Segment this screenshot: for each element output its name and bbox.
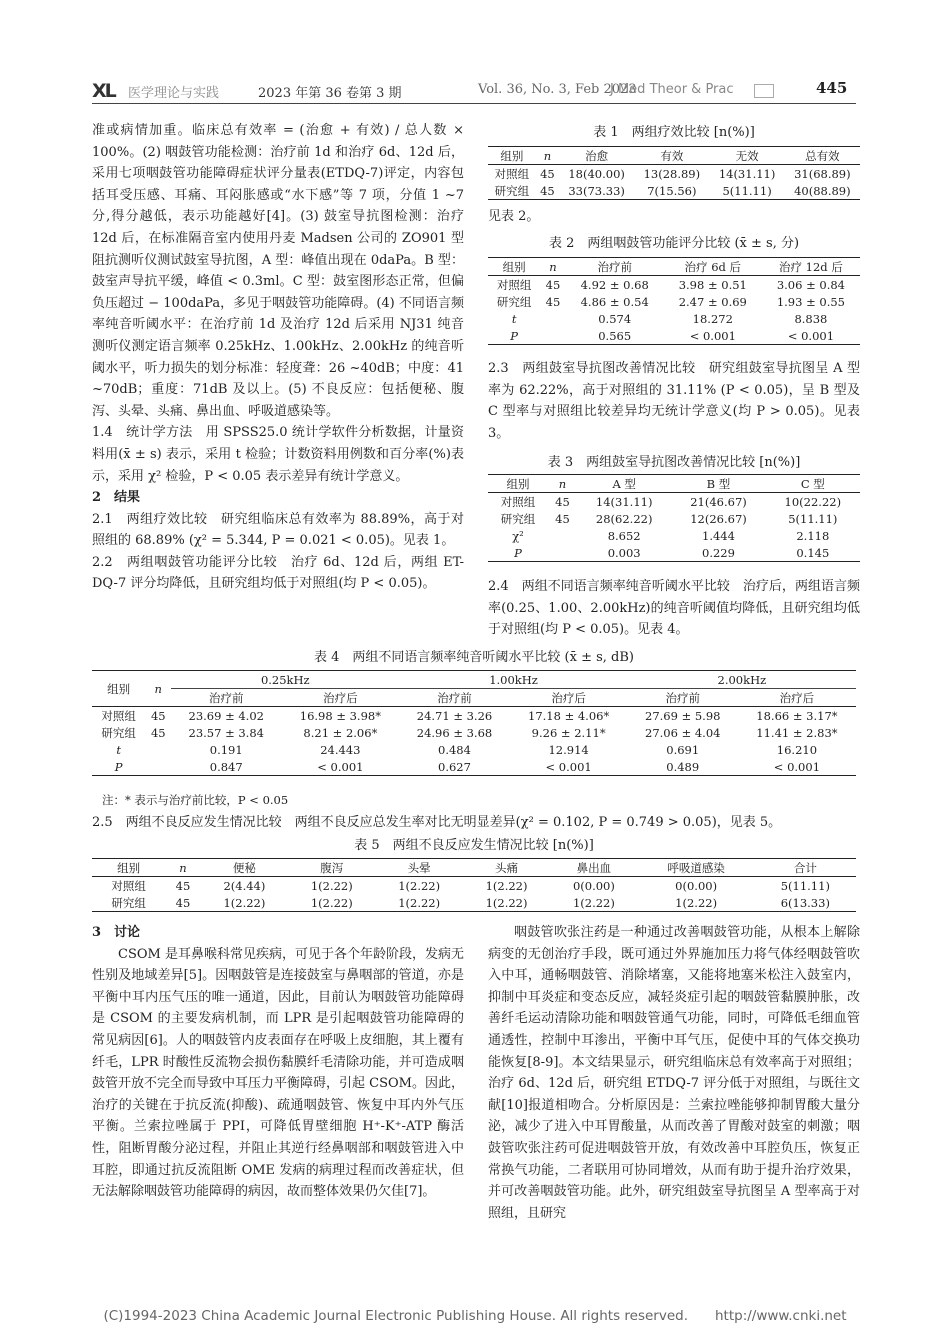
table4-cell: 17.18 ± 4.06* [528,708,610,723]
table2-cell: 对照组 [496,277,532,292]
table4-sub-cell: 治疗后 [281,689,399,707]
table3-header-cell: 组别 [488,475,548,493]
table2-caption: 表 2 两组咽鼓管功能评分比较 (x̄ ± s, 分) [548,236,800,251]
table4-cell: t [116,742,121,757]
table4-cell: 研究组 [101,725,136,740]
table4-row [92,724,856,741]
section-2-2: 2.2 两组咽鼓管功能评分比较 治疗 6d、12d 后，两组 ET-DQ-7 评分均降低，且研究组均低于对照组(均 P < 0.05)。 [92,554,464,592]
table1-cell: 33(73.33) [559,182,634,200]
discussion-title: 3 讨论 [92,925,141,940]
table4-head [92,671,856,707]
table4-cell: 0.847 [171,758,281,776]
table2-cell: t [511,311,517,326]
table3-cell: χ² [512,528,524,543]
table5-cell: 6(13.33) [755,894,856,912]
table2-cell: 1.93 ± 0.55 [776,294,845,309]
table3-cell: 5(11.11) [788,511,838,526]
table2-header-cell: 组别 [488,258,540,276]
table5-cell: 45 [165,894,200,912]
table5-cell: 1(2.22) [375,894,462,912]
table2 [488,257,860,345]
discussion-right: 咽鼓管吹张注药是一种通过改善咽鼓管功能，从根本上解除病变的无创治疗手段，既可通过外界施加压力将气体经咽鼓管吹入中耳，通畅咽鼓管、消除堵塞，又能将地塞米松注入鼓室内，抑制中耳炎症和变态反应，减轻炎症引起的咽鼓管黏膜肿胀，改善纤毛运动清除功能和咽鼓管通气功能，同时，可降低毛细血管通透性，控制中耳渗出，平衡中耳气压，促使中耳的气体交换功能恢复[8-9]。本文结果显示，研究组临床总有效率高于对照组；治疗 6d、12d 后，研究组 ETDQ-7 评分低于对照组，与既往文献[10]报道相吻合。分析原因是：兰索拉唑能够抑制胃酸大量分泌，减少了进入中耳胃酸量，从而改善了胃酸对鼓室的刺激；咽鼓管吹张注药可促进咽鼓管开放，有效改善中耳腔负压，恢复正常换气功能，二者联用可协同增效，从而有助于提升治疗效果，并可改善咽鼓管功能。此外，研究组鼓室导抗图呈 A 型率高于对照组，且研究 [488,925,860,1221]
table4-cell: P [92,758,145,776]
table3-caption: 表 3 两组鼓室导抗图改善情况比较 [n(%)] [547,455,801,470]
table1-cell: 研究组 [488,182,536,200]
table3-cell: 28(62.22) [595,511,653,526]
table2-header-cell: 治疗 12d 后 [762,258,860,276]
table3-head [488,475,860,493]
table3-cell: 1.444 [702,528,735,543]
table2-cell: < 0.001 [664,327,762,345]
table4-cell [145,758,171,776]
table5-header-cell: 便秘 [201,859,288,877]
table2-body [488,276,860,345]
table3-cell: P [488,544,548,562]
table2-cell: 3.98 ± 0.51 [678,277,747,292]
table3-cell: 0.229 [671,544,765,562]
table3-cell: 14(31.11) [595,494,653,509]
table3-cell: 研究组 [500,511,536,526]
table5-cell: 对照组 [111,878,146,893]
table2-head [488,258,860,276]
table4-header-cell: 组别 [92,671,145,707]
table4-body [92,707,856,776]
table4-sub-cell: 治疗前 [399,689,509,707]
table5-header-row [92,859,856,877]
table3-cell: 12(26.67) [690,511,747,526]
table5-cell: 1(2.22) [463,894,550,912]
methods-paragraph: 准或病情加重。临床总有效率 = (治愈 + 有效) / 总人数 × 100%。(2) 咽鼓管功能检测：治疗前 1d 和治疗 6d、12d 后，采用七项咽鼓管功能障碍症状评分量表(ETDQ-7)评定，内容包括耳受压感、耳痛、耳闷胀感或“水下感”等 7 项，分值 1 ~7 分,得分越低，表示功能越好[4]。(3) 鼓室导抗图检测：治疗 12d 后，在标准隔音室内使用丹麦 Madsen 公司的 ZO901 型阻抗测听仪测试鼓室导抗图，A 型：峰值出现在 0daPa。B 型：鼓室声导抗平缓，峰值 < 0.3ml。C 型：鼓室图形态正常，但偏负压超过 − 100daPa，多见于咽鼓管功能障碍。(4) 不同语言频率纯音听阈水平：在治疗前 1d 及治疗 12d 后采用 NJ31 纯音测听仪测定语言频率 0.25kHz、1.00kHz、2.00kHz 的纯音听阈水平，听力损失的划分标准：轻度聋：26 ~40dB；中度：41 ~70dB；重度：71dB 及以上。(5) 不良反应：包括便秘、腹泻、头晕、头痛、鼻出血、呼吸道感染等。 [92,123,464,419]
table1-head [488,147,860,165]
table1-header-cell: 总有效 [785,147,860,165]
table2-cell: 3.06 ± 0.84 [776,277,845,292]
table1-cell: 45 [540,166,555,181]
table2-cell: < 0.001 [762,327,860,345]
table4-cell: 0.489 [628,758,738,776]
table3-cell: 8.652 [607,528,641,543]
table4-sub-cell: 治疗前 [628,689,738,707]
table3-cell: 45 [555,494,570,509]
table4-sub-cell: 治疗后 [510,689,628,707]
table4-freq-cell: 1.00kHz [399,671,627,689]
table3-header-cell: A 型 [577,475,671,493]
table5-header-cell: 组别 [92,859,165,877]
table1-cell: 13(28.89) [643,166,701,181]
table2-row [488,310,860,327]
table4-cell: < 0.001 [738,758,856,776]
table4-cell: 23.69 ± 4.02 [188,708,264,723]
table4-note: 注：* 表示与治疗前比较，P < 0.05 [102,793,289,807]
table1 [488,146,860,200]
table4-cell: 27.06 ± 4.04 [645,725,721,740]
table4-sub-cell: 治疗前 [171,689,281,707]
table2-cell: 4.86 ± 0.54 [580,294,649,309]
table4-cell: 8.21 ± 2.06* [303,725,378,740]
copyright-footer: (C)1994-2023 China Academic Journal Electronic Publishing House. All rights reserved. http://www.cnki.net [103,1308,847,1324]
table1-header-cell: 组别 [488,147,536,165]
table5-cell: 1(2.22) [201,894,288,912]
table4-cell: 27.69 ± 5.98 [645,708,721,723]
table4-cell: 12.914 [548,742,589,757]
table3-body [488,493,860,562]
table3-header-row [488,475,860,493]
table5-cell: 1(2.22) [310,878,353,893]
table4-cell: 对照组 [101,708,136,723]
table3-row [488,493,860,511]
issue-info: 2023 年第 36 卷第 3 期 [258,86,402,101]
table5-header-cell: 呼吸道感染 [638,859,755,877]
table4-cell: 9.26 ± 2.11* [531,725,606,740]
table1-header-cell: 治愈 [559,147,634,165]
table4-freq-row [92,671,856,689]
table5-cell: 0(0.00) [572,878,615,893]
table3-cell: 0.003 [577,544,671,562]
table1-cell: 14(31.11) [718,166,776,181]
table3-row [488,510,860,527]
discussion-left-text: CSOM 是耳鼻喉科常见疾病，可见于各个年龄阶段，发病无性别及地域差异[5]。因咽鼓管是连接鼓室与鼻咽部的管道，亦是平衡中耳内压气压的唯一通道，因此，目前认为咽鼓管功能障碍是 CSOM 的主要发病机制，而 LPR 是引起咽鼓管功能障碍的常见病因[6]。人的咽鼓管内皮表面存在呼吸上皮细胞，其上覆有纤毛，LPR 时酸性反流物会损伤黏膜纤毛清除功能，并可造成咽鼓管开放不完全而导致中耳压力平衡障碍，引起 CSOM。因此，治疗的关键在于抗反流(抑酸)、疏通咽鼓管、恢复中耳内外气压平衡。兰索拉唑属于 PPI，可降低胃壁细胞 H⁺-K⁺-ATP 酶活性，阻断胃酸分泌过程，并阻止其逆行经鼻咽部和咽鼓管进入中耳腔，即通过抗反流阻断 OME 发病的病理过程而改善症状，但无法解除咽鼓管功能障碍的病因，故而整体效果仍欠佳[7]。 [92,946,464,1200]
section-2-4: 2.4 两组不同语言频率纯音听阈水平比较 治疗后，两组语言频率(0.25、1.00、2.00kHz)的纯音听阈值均降低，且研究组均低于对照组(均 P < 0.05)。见表 4。 [488,579,860,638]
table5-row [92,877,856,895]
table4-freq-cell: 0.25kHz [171,671,399,689]
table1-cell: 18(40.00) [568,166,625,181]
table2-cell: P [488,327,540,345]
table3-cell: 10(22.22) [784,494,842,509]
table5 [92,858,856,912]
table3-cell: 21(46.67) [690,494,747,509]
table3-header-cell: n [548,475,577,493]
table2-cell: 研究组 [496,294,532,309]
section-1-4: 1.4 统计学方法 用 SPSS25.0 统计学软件分析数据，计量资料用(x̄ ± s) 表示，采用 t 检验；计数资料用例数和百分率(%)表示，采用 χ² 检验，P < 0.05 表示差异有统计学意义。 [92,425,464,484]
header-box [754,84,774,98]
table4-cell: 45 [150,708,166,723]
table3-cell: 45 [555,511,570,526]
table3-row [488,544,860,562]
table4-header-cell: n [145,671,171,707]
table5-cell: 研究组 [92,894,165,912]
table4-cell: < 0.001 [281,758,399,776]
table1-body [488,165,860,200]
table1-caption: 表 1 两组疗效比较 [n(%)] [593,125,755,140]
table2-cell: 45 [545,294,561,309]
table4-sub-cell: 治疗后 [738,689,856,707]
table5-cell: 2(4.44) [223,878,266,893]
journal-name-en: J Med Theor & Prac [610,82,734,97]
table4-cell: 16.210 [776,742,818,757]
table3-row [488,527,860,544]
table2-cell: 0.574 [598,311,632,326]
table4-cell: 0.484 [438,742,471,757]
table4-cell: 16.98 ± 3.98* [299,708,381,723]
header-rule [92,103,856,104]
journal-logo: XL [92,80,115,102]
table3-header-cell: B 型 [671,475,765,493]
table3-cell: 0.145 [766,544,860,562]
table4-cell: 45 [150,725,166,740]
table2-row [488,293,860,310]
table1-header-cell: n [536,147,559,165]
see-table2: 见表 2。 [488,209,540,224]
table2-row [488,276,860,294]
table4-cell: 11.41 ± 2.83* [756,725,838,740]
table5-header-cell: 鼻出血 [550,859,637,877]
section-2-1: 2.1 两组疗效比较 研究组临床总有效率为 88.89%，高于对照组的 68.89% (χ² = 5.344, P = 0.021 < 0.05)。见表 1。 [92,511,464,549]
table2-row [488,327,860,345]
table1-cell: 31(68.89) [794,166,851,181]
table1-cell: 7(15.56) [634,182,709,200]
table5-body [92,877,856,912]
table4-row [92,741,856,758]
table2-header-cell: 治疗前 [566,258,664,276]
discussion-left [92,922,464,1203]
table4-cell: 0.627 [399,758,509,776]
table1-header-row [488,147,860,165]
table5-cell: 45 [175,878,191,893]
section-2-title: 2 结果 [92,490,141,506]
table5-cell: 1(2.22) [288,894,375,912]
page-number: 445 [816,79,848,97]
table2-cell: 4.92 ± 0.68 [580,277,649,292]
table4-cell: 24.96 ± 3.68 [416,725,493,740]
table4-caption: 表 4 两组不同语言频率纯音听阈水平比较 (x̄ ± s, dB) [314,650,634,665]
table2-cell: 2.47 ± 0.69 [678,294,747,309]
table5-head [92,859,856,877]
table1-cell: 40(88.89) [785,182,860,200]
table2-cell: 18.272 [692,311,733,326]
table3-cell: 2.118 [796,528,830,543]
table5-header-cell: 腹泻 [288,859,375,877]
table4-row [92,707,856,725]
table1-row [488,165,860,183]
table2-header-cell: n [540,258,565,276]
table4-cell: 23.57 ± 3.84 [188,725,264,740]
table4-cell: < 0.001 [510,758,628,776]
table4-cell [145,741,171,758]
table5-caption: 表 5 两组不良反应发生情况比较 [n(%)] [354,838,594,853]
table1-cell: 对照组 [494,166,530,181]
table3-cell [548,544,577,562]
table4-freq-cell: 2.00kHz [628,671,856,689]
table5-row [92,894,856,912]
table5-header-cell: 头痛 [463,859,550,877]
table4 [92,670,856,776]
table5-header-cell: 合计 [755,859,856,877]
table1-header-cell: 有效 [634,147,709,165]
table5-cell: 0(0.00) [675,878,718,893]
table1-row [488,182,860,200]
table2-cell: 0.565 [566,327,664,345]
table2-cell: 45 [545,277,561,292]
section-2-5: 2.5 两组不良反应发生情况比较 两组不良反应总发生率对比无明显差异(χ² = 0.102, P = 0.749 > 0.05)，见表 5。 [92,815,782,830]
table5-header-cell: 头晕 [375,859,462,877]
table5-cell: 1(2.22) [398,878,441,893]
table4-cell: 0.691 [666,742,700,757]
table3 [488,474,860,562]
table5-cell: 1(2.22) [550,894,637,912]
table1-cell: 45 [536,182,559,200]
table2-cell: 8.838 [794,311,828,326]
table2-header-row [488,258,860,276]
table4-row [92,758,856,776]
left-column [92,120,464,595]
table4-cell: 24.71 ± 3.26 [416,708,493,723]
table1-header-cell: 无效 [709,147,784,165]
table5-cell: 1(2.22) [638,894,755,912]
table2-cell [540,327,565,345]
table4-cell: 18.66 ± 3.17* [756,708,838,723]
table1-cell: 5(11.11) [709,182,784,200]
table5-header-cell: n [165,859,200,877]
table4-sub-row [92,689,856,707]
section-2-3: 2.3 两组鼓室导抗图改善情况比较 研究组鼓室导抗图呈 A 型率为 62.22%，高于对照组的 31.11% (P < 0.05)，呈 B 型及 C 型率与对照组比较差异均无统计学意义(均 P > 0.05)。见表 3。 [488,361,860,441]
table5-cell: 1(2.22) [485,878,528,893]
journal-name: 医学理论与实践 [128,86,220,101]
table2-header-cell: 治疗 6d 后 [664,258,762,276]
table4-cell: 24.443 [320,742,361,757]
table3-cell [548,527,577,544]
table3-header-cell: C 型 [766,475,860,493]
volume-info: Vol. 36, No. 3, Feb 2023 [478,82,637,97]
table3-cell: 对照组 [500,494,536,509]
table4-cell: 0.191 [209,742,243,757]
table2-cell [540,310,565,327]
table5-cell: 5(11.11) [780,878,830,893]
